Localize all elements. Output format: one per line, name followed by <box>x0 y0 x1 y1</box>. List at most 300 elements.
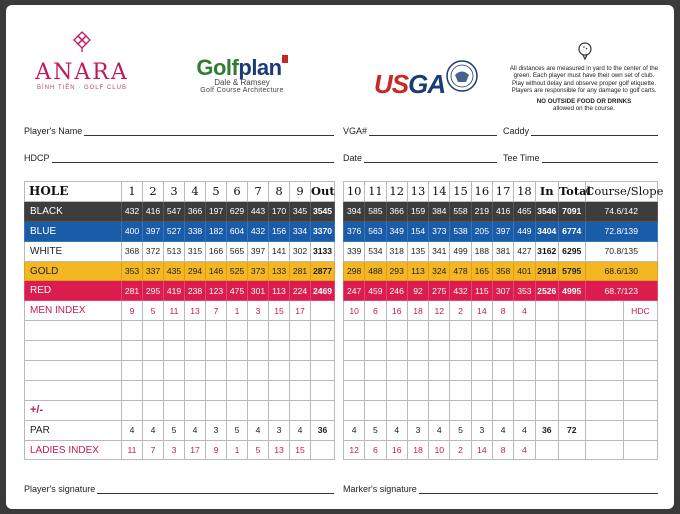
score-cell: 16 <box>386 301 407 321</box>
score-cell[interactable] <box>471 321 492 341</box>
in-cell[interactable] <box>535 341 558 361</box>
front-nine-table <box>24 181 335 460</box>
lotus-icon <box>71 31 93 53</box>
score-cell[interactable] <box>185 361 206 381</box>
score-cell[interactable] <box>248 380 269 400</box>
row-blank3-back <box>344 361 658 381</box>
row-white-back <box>344 241 658 261</box>
row-label: HOLE <box>25 182 122 202</box>
course-slope-cell[interactable] <box>623 321 657 341</box>
total-cell[interactable] <box>558 321 585 341</box>
score-cell: 318 <box>386 241 407 261</box>
players-name-line[interactable] <box>84 126 334 136</box>
score-cell[interactable] <box>122 400 143 420</box>
score-cell: 315 <box>185 241 206 261</box>
score-cell: 293 <box>386 261 407 281</box>
row-label: +/- <box>25 400 122 420</box>
score-cell: 1 <box>227 440 248 460</box>
row-label: RED <box>25 281 122 301</box>
score-cell: 5 <box>227 420 248 440</box>
course-slope-cell[interactable] <box>623 380 657 400</box>
vga-line[interactable] <box>369 126 497 136</box>
score-cell: 156 <box>269 221 290 241</box>
score-cell: 547 <box>164 201 185 221</box>
score-cell: 373 <box>429 221 450 241</box>
score-cell[interactable] <box>344 321 365 341</box>
total-cell: 6774 <box>558 221 585 241</box>
out-cell: 3545 <box>311 201 335 221</box>
score-cell[interactable] <box>450 380 471 400</box>
score-cell[interactable] <box>365 361 386 381</box>
vga-field[interactable] <box>343 122 497 136</box>
score-cell[interactable] <box>471 361 492 381</box>
score-cell: 205 <box>471 221 492 241</box>
score-cell[interactable] <box>492 341 513 361</box>
score-cell: 339 <box>344 241 365 261</box>
anara-name: ANARA <box>35 60 129 85</box>
score-cell: 281 <box>290 261 311 281</box>
score-cell[interactable] <box>365 341 386 361</box>
row-plus-minus-front <box>25 400 335 420</box>
score-cell: 113 <box>269 281 290 301</box>
out-cell: 3133 <box>311 241 335 261</box>
score-cell[interactable] <box>269 341 290 361</box>
score-cell: 443 <box>248 201 269 221</box>
score-cell[interactable] <box>386 361 407 381</box>
score-cell[interactable] <box>143 321 164 341</box>
score-cell[interactable] <box>492 321 513 341</box>
score-cell[interactable] <box>471 380 492 400</box>
score-cell: 15 <box>290 440 311 460</box>
score-cell[interactable] <box>344 341 365 361</box>
golf-ball-icon <box>576 42 594 60</box>
score-cell: 534 <box>365 241 386 261</box>
score-cell: 4 <box>143 420 164 440</box>
score-cell[interactable] <box>185 341 206 361</box>
score-cell: 459 <box>365 281 386 301</box>
score-cell: 3 <box>206 420 227 440</box>
players-name-label: Player's Name <box>24 126 83 136</box>
score-cell: 154 <box>407 221 428 241</box>
score-cell[interactable] <box>386 400 407 420</box>
vga-label: VGA# <box>343 126 368 136</box>
out-cell: Out <box>311 182 335 202</box>
score-cell: 5 <box>206 182 227 202</box>
score-cell[interactable] <box>143 341 164 361</box>
row-blank4-back <box>344 380 658 400</box>
score-cell[interactable] <box>164 341 185 361</box>
players-name-field[interactable] <box>24 122 334 136</box>
caddy-field[interactable] <box>503 122 658 136</box>
caddy-line[interactable] <box>531 126 658 136</box>
in-cell: 3546 <box>535 201 558 221</box>
score-cell[interactable] <box>143 361 164 381</box>
course-slope-cell[interactable] <box>623 361 657 381</box>
score-cell: 338 <box>185 221 206 241</box>
score-cell: 16 <box>471 182 492 202</box>
usga-logo <box>374 69 445 100</box>
out-cell[interactable] <box>311 400 335 420</box>
course-slope-cell <box>585 301 623 321</box>
score-cell: 366 <box>386 201 407 221</box>
score-cell[interactable] <box>407 361 428 381</box>
course-slope-cell: 74.6/142 <box>585 201 657 221</box>
score-cell: 432 <box>248 221 269 241</box>
score-cell[interactable] <box>407 380 428 400</box>
score-cell[interactable] <box>429 341 450 361</box>
score-cell[interactable] <box>206 341 227 361</box>
row-label: LADIES INDEX <box>25 440 122 460</box>
score-cell[interactable] <box>206 400 227 420</box>
score-cell[interactable] <box>492 361 513 381</box>
row-label <box>25 341 122 361</box>
row-header-front <box>25 182 335 202</box>
score-cell: 302 <box>290 241 311 261</box>
score-cell[interactable] <box>450 321 471 341</box>
score-cell[interactable] <box>514 380 535 400</box>
score-cell[interactable] <box>164 361 185 381</box>
score-cell[interactable] <box>290 380 311 400</box>
score-cell[interactable] <box>269 380 290 400</box>
out-cell[interactable] <box>311 380 335 400</box>
score-cell[interactable] <box>248 400 269 420</box>
flag-icon <box>282 55 288 63</box>
score-cell: 133 <box>269 261 290 281</box>
score-cell: 135 <box>407 241 428 261</box>
score-cell[interactable] <box>122 341 143 361</box>
score-cell[interactable] <box>407 341 428 361</box>
score-cell: 341 <box>429 241 450 261</box>
score-cell[interactable] <box>227 341 248 361</box>
tee-time-field[interactable] <box>503 149 658 163</box>
course-slope-cell: Course/Slope <box>585 182 657 202</box>
score-cell[interactable] <box>492 400 513 420</box>
golfplan-plan: plan <box>238 55 282 80</box>
date-field[interactable] <box>343 149 497 163</box>
score-cell[interactable] <box>386 380 407 400</box>
score-cell: 427 <box>514 241 535 261</box>
score-cell[interactable] <box>164 321 185 341</box>
row-blank2-back <box>344 341 658 361</box>
course-slope-cell <box>585 440 623 460</box>
total-cell: Total <box>558 182 585 202</box>
score-cell: 585 <box>365 201 386 221</box>
score-cell: 12 <box>344 440 365 460</box>
row-ladies-index-back <box>344 440 658 460</box>
score-cell[interactable] <box>429 380 450 400</box>
golfplan-logo <box>190 55 294 94</box>
caddy-label: Caddy <box>503 126 530 136</box>
hdcp-field[interactable] <box>24 149 334 163</box>
score-cell[interactable] <box>492 380 513 400</box>
score-cell[interactable] <box>290 321 311 341</box>
score-cell[interactable] <box>227 380 248 400</box>
score-cell: 381 <box>492 241 513 261</box>
anara-logo <box>32 31 132 91</box>
score-cell: 5 <box>365 420 386 440</box>
score-cell: 18 <box>514 182 535 202</box>
row-blue-front <box>25 221 335 241</box>
score-cell[interactable] <box>429 400 450 420</box>
score-cell: 13 <box>185 301 206 321</box>
score-cell: 275 <box>429 281 450 301</box>
score-cell[interactable] <box>122 361 143 381</box>
front-nine-body <box>25 182 335 460</box>
score-cell: 14 <box>429 182 450 202</box>
score-cell[interactable] <box>290 361 311 381</box>
course-slope-cell: 68.7/123 <box>585 281 657 301</box>
score-cell: 7 <box>206 301 227 321</box>
score-cell: 465 <box>514 201 535 221</box>
score-cell[interactable] <box>185 380 206 400</box>
score-cell[interactable] <box>143 380 164 400</box>
total-cell[interactable] <box>558 400 585 420</box>
score-cell: 295 <box>143 281 164 301</box>
out-cell[interactable] <box>311 321 335 341</box>
score-cell[interactable] <box>290 400 311 420</box>
score-cell[interactable] <box>344 380 365 400</box>
score-cell: 141 <box>269 241 290 261</box>
score-cell[interactable] <box>344 400 365 420</box>
score-cell[interactable] <box>365 380 386 400</box>
score-cell[interactable] <box>227 361 248 381</box>
course-slope-cell: 70.8/135 <box>585 241 657 261</box>
score-cell: 15 <box>269 301 290 321</box>
score-cell: 4 <box>344 420 365 440</box>
score-cell[interactable] <box>290 341 311 361</box>
notice-line: All distances are measured in yard to the center of the <box>509 65 659 72</box>
row-blank1-front <box>25 321 335 341</box>
score-cell: 1 <box>227 301 248 321</box>
row-label: MEN INDEX <box>25 301 122 321</box>
score-cell[interactable] <box>386 341 407 361</box>
course-slope-cell[interactable] <box>585 361 623 381</box>
score-cell: 301 <box>248 281 269 301</box>
score-cell: 4 <box>492 420 513 440</box>
row-label: BLUE <box>25 221 122 241</box>
score-cell: 10 <box>344 301 365 321</box>
in-cell[interactable] <box>535 321 558 341</box>
date-line[interactable] <box>364 153 497 163</box>
score-cell: 6 <box>365 440 386 460</box>
score-cell: 394 <box>344 201 365 221</box>
notice-line: green. Each player must have their own set of club. <box>513 72 655 80</box>
score-cell: 372 <box>143 241 164 261</box>
score-cell: 358 <box>492 261 513 281</box>
score-cell: 324 <box>429 261 450 281</box>
score-cell: 281 <box>122 281 143 301</box>
score-cell: 4 <box>514 420 535 440</box>
course-slope-cell[interactable] <box>585 321 623 341</box>
score-cell[interactable] <box>206 380 227 400</box>
score-cell[interactable] <box>164 380 185 400</box>
score-cell: 373 <box>248 261 269 281</box>
in-cell[interactable] <box>535 380 558 400</box>
players-signature-field[interactable] <box>24 480 334 494</box>
in-cell[interactable] <box>535 361 558 381</box>
score-cell: 4 <box>185 182 206 202</box>
score-cell[interactable] <box>471 341 492 361</box>
score-cell[interactable] <box>514 321 535 341</box>
in-cell: In <box>535 182 558 202</box>
score-cell[interactable] <box>248 321 269 341</box>
row-blank3-front <box>25 361 335 381</box>
total-cell: 6295 <box>558 241 585 261</box>
score-cell: 11 <box>122 440 143 460</box>
score-cell[interactable] <box>269 321 290 341</box>
anara-sub: BÌNH TIÊN · GOLF CLUB <box>37 85 127 91</box>
total-cell: 7091 <box>558 201 585 221</box>
out-cell: 3370 <box>311 221 335 241</box>
in-cell <box>535 440 558 460</box>
score-cell: 563 <box>365 221 386 241</box>
out-cell[interactable] <box>311 341 335 361</box>
score-cell: 146 <box>206 261 227 281</box>
score-cell: 247 <box>344 281 365 301</box>
score-cell: 527 <box>164 221 185 241</box>
score-cell[interactable] <box>514 400 535 420</box>
score-cell: 3 <box>269 420 290 440</box>
score-cell: 5 <box>143 301 164 321</box>
score-cell[interactable] <box>248 361 269 381</box>
score-cell: 478 <box>450 261 471 281</box>
row-label: PAR <box>25 420 122 440</box>
score-cell: 3 <box>471 420 492 440</box>
in-cell: 3404 <box>535 221 558 241</box>
in-cell[interactable] <box>535 400 558 420</box>
score-cell: 113 <box>407 261 428 281</box>
score-cell: 246 <box>386 281 407 301</box>
score-cell: 294 <box>185 261 206 281</box>
score-cell[interactable] <box>386 321 407 341</box>
score-cell: 12 <box>429 301 450 321</box>
score-cell[interactable] <box>365 400 386 420</box>
score-cell[interactable] <box>514 361 535 381</box>
usga-seal-icon <box>446 60 478 92</box>
total-cell[interactable] <box>558 380 585 400</box>
out-cell[interactable] <box>311 361 335 381</box>
course-slope-cell[interactable] <box>585 380 623 400</box>
score-cell: 604 <box>227 221 248 241</box>
players-signature-label: Player's signature <box>24 484 96 494</box>
score-cell: 353 <box>122 261 143 281</box>
score-cell: 188 <box>471 241 492 261</box>
markers-signature-line[interactable] <box>419 484 658 494</box>
out-cell <box>311 301 335 321</box>
golfplan-golf: Golf <box>196 55 239 80</box>
score-cell: 10 <box>429 440 450 460</box>
total-cell <box>558 440 585 460</box>
row-blue-back <box>344 221 658 241</box>
score-cell: 224 <box>290 281 311 301</box>
score-cell: 538 <box>450 221 471 241</box>
score-cell[interactable] <box>227 400 248 420</box>
score-cell: 449 <box>514 221 535 241</box>
score-cell: 13 <box>407 182 428 202</box>
score-cell: 5 <box>450 420 471 440</box>
score-cell: 1 <box>122 182 143 202</box>
golfplan-line2: Dale & Ramsey <box>214 78 270 87</box>
score-cell[interactable] <box>471 400 492 420</box>
score-cell[interactable] <box>269 400 290 420</box>
golfplan-line3: Golf Course Architecture <box>200 87 284 94</box>
score-cell[interactable] <box>227 321 248 341</box>
score-cell: 513 <box>164 241 185 261</box>
hdcp-line[interactable] <box>52 153 334 163</box>
score-cell[interactable] <box>429 321 450 341</box>
out-cell: 2469 <box>311 281 335 301</box>
score-cell[interactable] <box>248 341 269 361</box>
score-cell[interactable] <box>514 341 535 361</box>
score-cell: 397 <box>143 221 164 241</box>
score-cell[interactable] <box>344 361 365 381</box>
row-plus-minus-back <box>344 400 658 420</box>
score-cell: 14 <box>471 440 492 460</box>
score-cell: 475 <box>227 281 248 301</box>
score-cell: 11 <box>365 182 386 202</box>
score-cell: 525 <box>227 261 248 281</box>
score-cell[interactable] <box>143 400 164 420</box>
score-cell[interactable] <box>429 361 450 381</box>
score-cell[interactable] <box>450 341 471 361</box>
score-cell[interactable] <box>206 361 227 381</box>
row-label <box>25 321 122 341</box>
score-cell: 7 <box>143 440 164 460</box>
score-cell[interactable] <box>365 321 386 341</box>
notice-last: allowed on the course. <box>553 105 615 113</box>
row-black-front <box>25 201 335 221</box>
notice-line: Players are responsible for any damage to golf carts. <box>511 87 657 95</box>
total-cell[interactable] <box>558 341 585 361</box>
score-cell[interactable] <box>185 400 206 420</box>
total-cell: 4995 <box>558 281 585 301</box>
score-cell[interactable] <box>164 400 185 420</box>
row-gold-back <box>344 261 658 281</box>
usga-ga: GA <box>408 69 446 99</box>
course-slope-cell[interactable] <box>623 341 657 361</box>
score-cell: 123 <box>206 281 227 301</box>
course-slope-cell[interactable] <box>623 400 657 420</box>
usga-us: US <box>374 69 409 99</box>
markers-signature-field[interactable] <box>343 480 658 494</box>
score-cell: 9 <box>122 301 143 321</box>
row-label: GOLD <box>25 261 122 281</box>
score-cell: 307 <box>492 281 513 301</box>
course-slope-cell[interactable] <box>585 400 623 420</box>
score-cell: 4 <box>514 440 535 460</box>
score-cell[interactable] <box>269 361 290 381</box>
score-cell[interactable] <box>450 400 471 420</box>
score-cell: 3 <box>164 440 185 460</box>
back-nine-table <box>343 181 664 460</box>
tee-time-line[interactable] <box>542 153 658 163</box>
notice-bold: NO OUTSIDE FOOD OR DRINKS <box>536 97 632 105</box>
score-cell: 397 <box>492 221 513 241</box>
course-slope-cell[interactable] <box>585 341 623 361</box>
players-signature-line[interactable] <box>97 484 334 494</box>
score-cell[interactable] <box>206 321 227 341</box>
score-cell[interactable] <box>185 321 206 341</box>
score-cell[interactable] <box>122 321 143 341</box>
score-cell[interactable] <box>122 380 143 400</box>
score-cell[interactable] <box>407 400 428 420</box>
total-cell[interactable] <box>558 361 585 381</box>
score-cell[interactable] <box>407 321 428 341</box>
score-cell[interactable] <box>450 361 471 381</box>
score-cell: 4 <box>386 420 407 440</box>
row-label <box>25 380 122 400</box>
row-blank4-front <box>25 380 335 400</box>
